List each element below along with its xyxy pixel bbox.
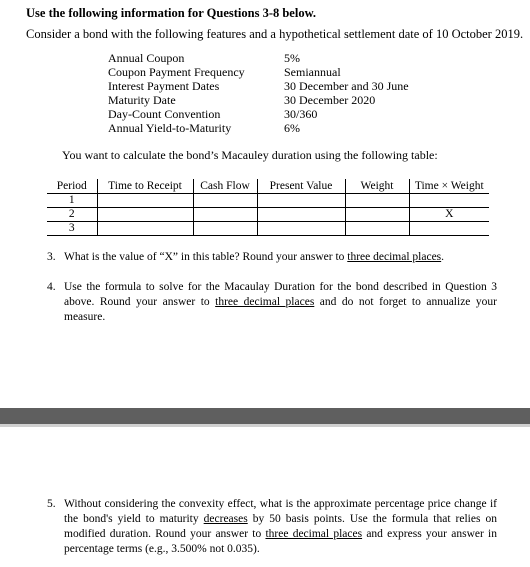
page-divider <box>0 408 530 424</box>
feature-value: 5% <box>284 51 300 65</box>
question-text: Use the formula to solve for the Macaulay Duration for the bond described in Question 3 above. Round your answer to <box>64 281 497 308</box>
table-row <box>47 194 489 208</box>
feature-value: 6% <box>284 121 300 135</box>
question-number: 5. <box>47 498 56 510</box>
table-cell: 1 <box>47 194 97 208</box>
question-text: . <box>441 251 445 263</box>
question-number: 4. <box>47 281 56 293</box>
feature-value: Semiannual <box>284 65 341 79</box>
table-cell <box>193 194 257 208</box>
page-divider-shadow <box>0 424 530 427</box>
section-heading: Use the following information for Questions 3-8 below. <box>26 6 317 20</box>
question-text: Without considering the convexity effect, what is the approximate percentage price change if the bond's yield to maturity <box>64 498 497 525</box>
table-cell <box>193 208 257 222</box>
column-header: Period <box>47 179 97 194</box>
column-header: Present Value <box>257 179 345 194</box>
feature-label: Coupon Payment Frequency <box>108 65 245 79</box>
emphasis-text: three decimal places <box>347 251 442 263</box>
table-header-row <box>47 179 489 194</box>
column-header: Time to Receipt <box>97 179 193 194</box>
table-cell <box>97 194 193 208</box>
feature-label: Annual Coupon <box>108 51 185 65</box>
table-cell <box>409 222 489 236</box>
table-cell <box>345 194 409 208</box>
feature-value: 30 December 2020 <box>284 93 376 107</box>
column-header: Weight <box>345 179 409 194</box>
table-cell <box>97 208 193 222</box>
question-number: 3. <box>47 251 56 263</box>
emphasis-text: decreases <box>203 513 248 525</box>
question-3 <box>47 250 497 266</box>
question-text: What is the value of “X” in this table? Round your answer to <box>64 251 348 263</box>
table-cell <box>345 208 409 222</box>
table-cell: 3 <box>47 222 97 236</box>
feature-label: Day-Count Convention <box>108 107 221 121</box>
column-header: Time × Weight <box>409 179 489 194</box>
feature-value: 30 December and 30 June <box>284 79 409 93</box>
duration-table <box>47 179 489 236</box>
feature-label: Annual Yield-to-Maturity <box>108 121 232 135</box>
table-cell <box>345 222 409 236</box>
table-row <box>47 222 489 236</box>
question-text: and express your answer in percentage terms (e.g., 3.500% not 0.035). <box>64 528 497 555</box>
table-cell <box>257 194 345 208</box>
feature-label: Maturity Date <box>108 93 176 107</box>
table-cell <box>409 194 489 208</box>
table-row <box>47 208 489 222</box>
emphasis-text: three decimal places <box>215 296 315 308</box>
table-cell <box>257 222 345 236</box>
question-4 <box>47 280 497 328</box>
table-cell: 2 <box>47 208 97 222</box>
table-cell <box>97 222 193 236</box>
table-cell <box>193 222 257 236</box>
table-instruction: You want to calculate the bond’s Macauley duration using the following table: <box>62 148 438 162</box>
question-text: by 50 basis points. Use the formula that relies on modified duration. Round your answer to <box>64 513 497 540</box>
feature-label: Interest Payment Dates <box>108 79 220 93</box>
question-text: and do not forget to annualize your measure. <box>64 296 497 323</box>
table-cell: X <box>409 208 489 222</box>
table-cell <box>257 208 345 222</box>
column-header: Cash Flow <box>193 179 257 194</box>
feature-value: 30/360 <box>284 107 318 121</box>
bond-intro: Consider a bond with the following features and a hypothetical settlement date of 10 October 2019. <box>26 27 524 41</box>
question-5 <box>47 497 497 561</box>
emphasis-text: three decimal places <box>265 528 363 540</box>
